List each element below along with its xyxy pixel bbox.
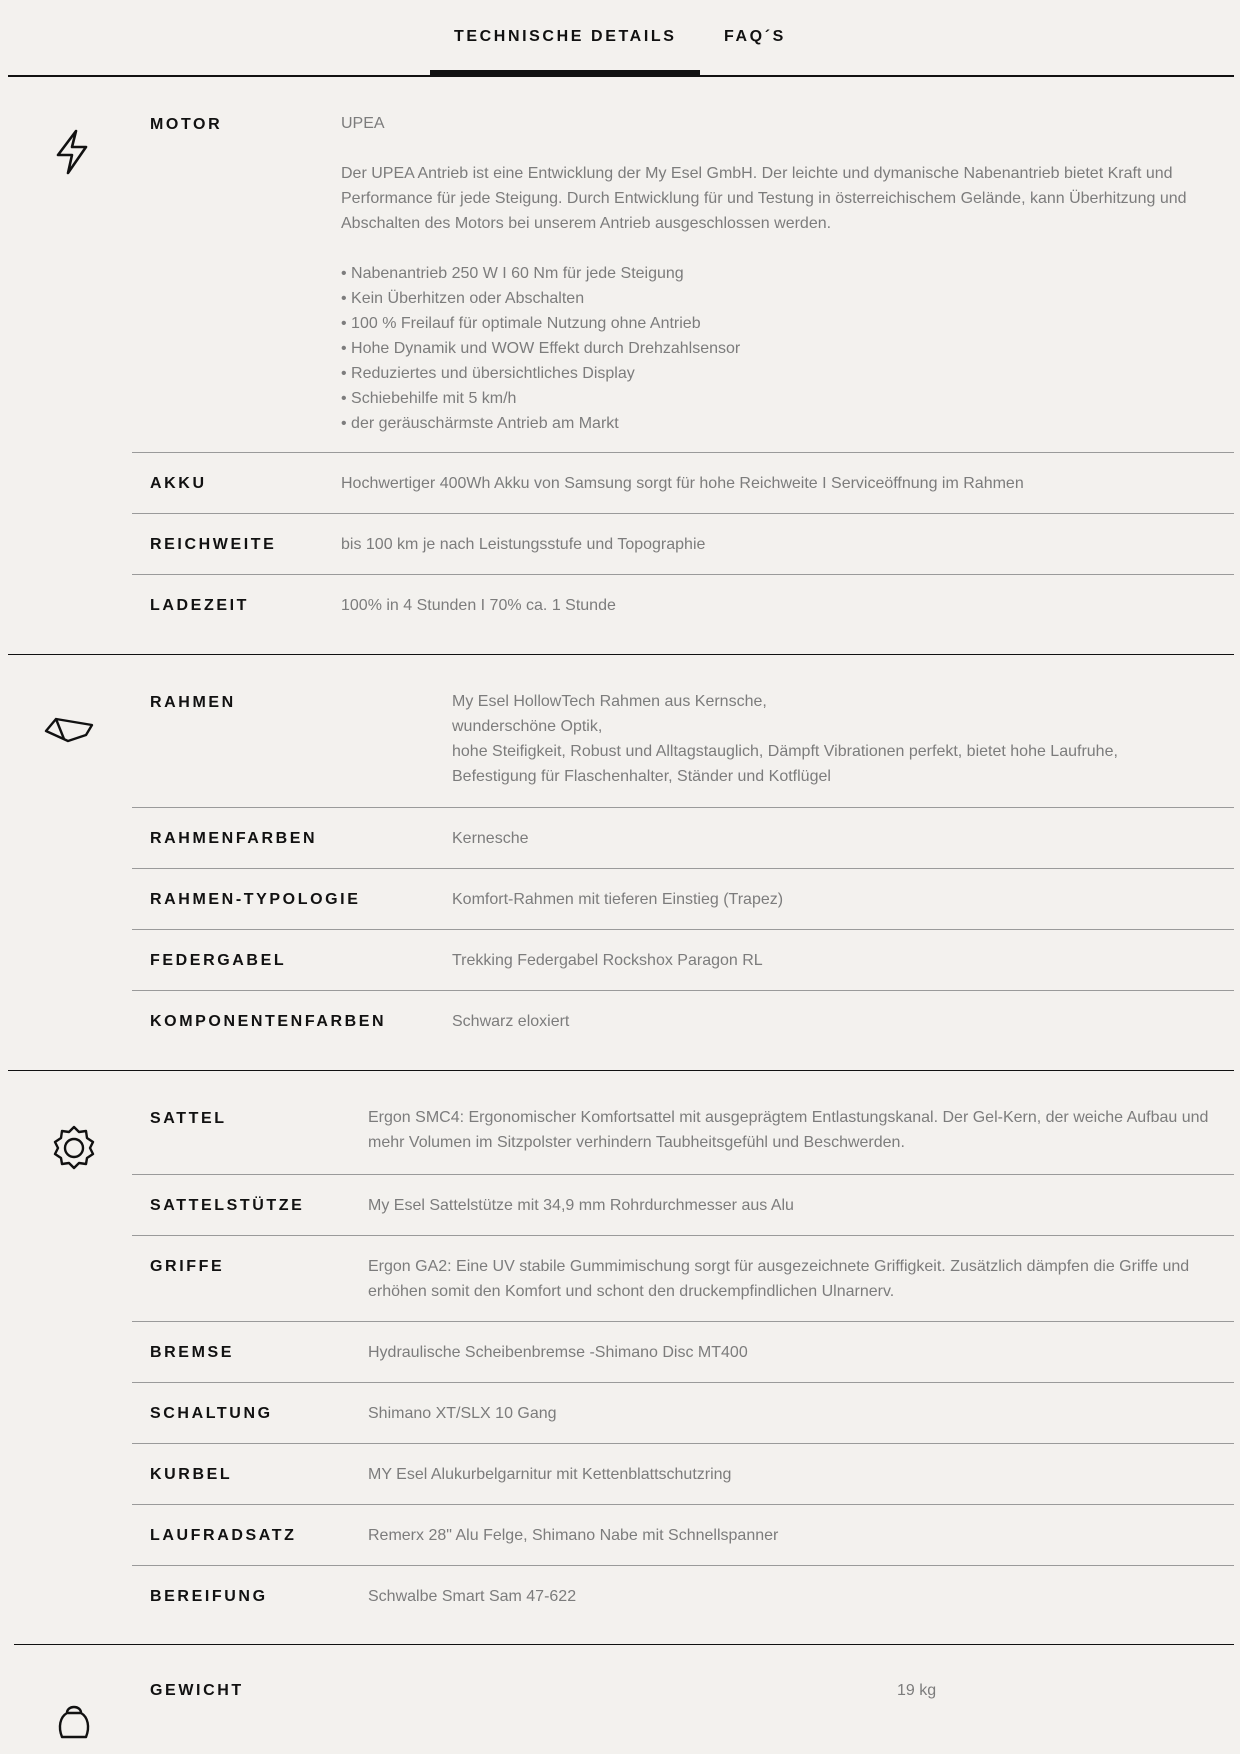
spec-row-ladezeit [132, 575, 1234, 654]
spec-value [341, 111, 1221, 436]
spec-row-schaltung [132, 1383, 1234, 1444]
spec-value: Hochwertiger 400Wh Akku von Samsung sorgt für hohe Reichweite I Serviceöffnung im Rahmen [341, 475, 1024, 492]
motor-bullet: • Hohe Dynamik und WOW Effekt durch Drehzahlsensor [341, 336, 1221, 361]
motor-bullet: • Nabenantrieb 250 W I 60 Nm für jede Steigung [341, 261, 1221, 286]
rahmen-section [8, 655, 1234, 1071]
spec-row-sattel [132, 1071, 1234, 1175]
spec-row-laufradsatz [132, 1505, 1234, 1566]
motor-description: Der UPEA Antrieb ist eine Entwicklung der My Esel GmbH. Der leichte und dymanische Nabenantrieb bietet Kraft und Performance für jede Steigung. Durch Entwicklung für und Testung in österreichischem Gelände, kann Überhitzung und Abschalten des Motors bei unserem Antrieb ausgeschlossen werden. [341, 165, 1187, 232]
gear-icon [50, 1123, 98, 1171]
spec-row-komponentenfarben [132, 991, 1234, 1069]
rahmen-line: Befestigung für Flaschenhalter, Ständer und Kotflügel [452, 768, 831, 785]
tab-technische-details[interactable]: TECHNISCHE DETAILS [454, 28, 677, 45]
spec-row-motor [132, 77, 1234, 453]
active-tab-indicator [430, 70, 700, 75]
spec-label: GEWICHT [150, 1682, 244, 1699]
spec-label: FEDERGABEL [150, 952, 287, 969]
motor-section [8, 77, 1234, 655]
frame-icon [42, 705, 96, 753]
spec-value: Komfort-Rahmen mit tieferen Einstieg (Trapez) [452, 891, 784, 908]
spec-value: Schwalbe Smart Sam 47-622 [368, 1588, 577, 1605]
motor-bullet: • der geräuschärmste Antrieb am Markt [341, 411, 1221, 436]
spec-value: Shimano XT/SLX 10 Gang [368, 1405, 557, 1422]
spec-label: RAHMEN [150, 694, 236, 711]
spec-value: bis 100 km je nach Leistungsstufe und Topographie [341, 536, 706, 553]
spec-row-rahmenfarben [132, 808, 1234, 869]
rahmen-line: hohe Steifigkeit, Robust und Alltagstauglich, Dämpft Vibrationen perfekt, bietet hohe Laufruhe, [452, 743, 1118, 760]
kettlebell-icon [50, 1697, 98, 1745]
spec-row-akku [132, 453, 1234, 514]
lightning-icon [48, 127, 96, 175]
spec-value: Ergon SMC4: Ergonomischer Komfortsattel mit ausgeprägtem Entlastungskanal. Der Gel-Kern, der weiche Aufbau und mehr Volumen im Sitzpolster verhindern Taubheitsgefühl und Beschwerden. [368, 1109, 1209, 1151]
spec-label: LAUFRADSATZ [150, 1527, 297, 1544]
motor-title: UPEA [341, 115, 385, 132]
tab-faqs[interactable]: FAQ´S [724, 28, 786, 45]
spec-label: KURBEL [150, 1466, 233, 1483]
spec-label: REICHWEITE [150, 536, 277, 553]
spec-row-federgabel [132, 930, 1234, 991]
spec-label: SATTEL [150, 1110, 227, 1127]
spec-value: Trekking Federgabel Rockshox Paragon RL [452, 952, 763, 969]
spec-row-rahmen-typologie [132, 869, 1234, 930]
motor-bullet: • 100 % Freilauf für optimale Nutzung ohne Antrieb [341, 311, 1221, 336]
motor-bullet: • Kein Überhitzen oder Abschalten [341, 286, 1221, 311]
spec-value: Ergon GA2: Eine UV stabile Gummimischung sorgt für ausgezeichnete Griffigkeit. Zusätzlich dämpfen die Griffe und erhöhen somit den Komfort und schont den druckempfindlichen Ulnarnerv. [368, 1258, 1190, 1300]
spec-label: RAHMENFARBEN [150, 830, 318, 847]
spec-label: LADEZEIT [150, 597, 250, 614]
motor-bullet: • Reduziertes und übersichtliches Display [341, 361, 1221, 386]
spec-label: AKKU [150, 475, 207, 492]
spec-row-rahmen [132, 655, 1234, 808]
motor-bullet: • Schiebehilfe mit 5 km/h [341, 386, 1221, 411]
spec-row-griffe [132, 1236, 1234, 1322]
spec-value: Hydraulische Scheibenbremse -Shimano Disc MT400 [368, 1344, 748, 1361]
spec-value: 19 kg [897, 1682, 937, 1699]
spec-value [452, 689, 1222, 789]
rahmen-line: My Esel HollowTech Rahmen aus Kernsche, [452, 693, 767, 710]
komponenten-section [14, 1071, 1234, 1645]
spec-row-kurbel [132, 1444, 1234, 1505]
gewicht-section [14, 1645, 1234, 1754]
spec-row-bremse [132, 1322, 1234, 1383]
spec-label: RAHMEN-TYPOLOGIE [150, 891, 361, 908]
spec-label: MOTOR [150, 116, 223, 133]
spec-row-gewicht [132, 1645, 1234, 1754]
spec-value: Kernesche [452, 830, 529, 847]
spec-label: GRIFFE [150, 1258, 225, 1275]
rahmen-line: wunderschöne Optik, [452, 718, 603, 735]
spec-value: Remerx 28" Alu Felge, Shimano Nabe mit Schnellspanner [368, 1527, 779, 1544]
tab-bar [8, 0, 1234, 77]
spec-value: 100% in 4 Stunden I 70% ca. 1 Stunde [341, 597, 616, 614]
spec-value: Schwarz eloxiert [452, 1013, 570, 1030]
spec-row-reichweite [132, 514, 1234, 575]
spec-label: KOMPONENTENFARBEN [150, 1013, 387, 1030]
spec-row-sattelstuetze [132, 1175, 1234, 1236]
spec-value: My Esel Sattelstütze mit 34,9 mm Rohrdurchmesser aus Alu [368, 1197, 794, 1214]
spec-row-bereifung [132, 1566, 1234, 1644]
spec-label: BREMSE [150, 1344, 235, 1361]
spec-value: MY Esel Alukurbelgarnitur mit Kettenblattschutzring [368, 1466, 732, 1483]
spec-label: SATTELSTÜTZE [150, 1197, 305, 1214]
spec-label: SCHALTUNG [150, 1405, 273, 1422]
spec-label: BEREIFUNG [150, 1588, 268, 1605]
